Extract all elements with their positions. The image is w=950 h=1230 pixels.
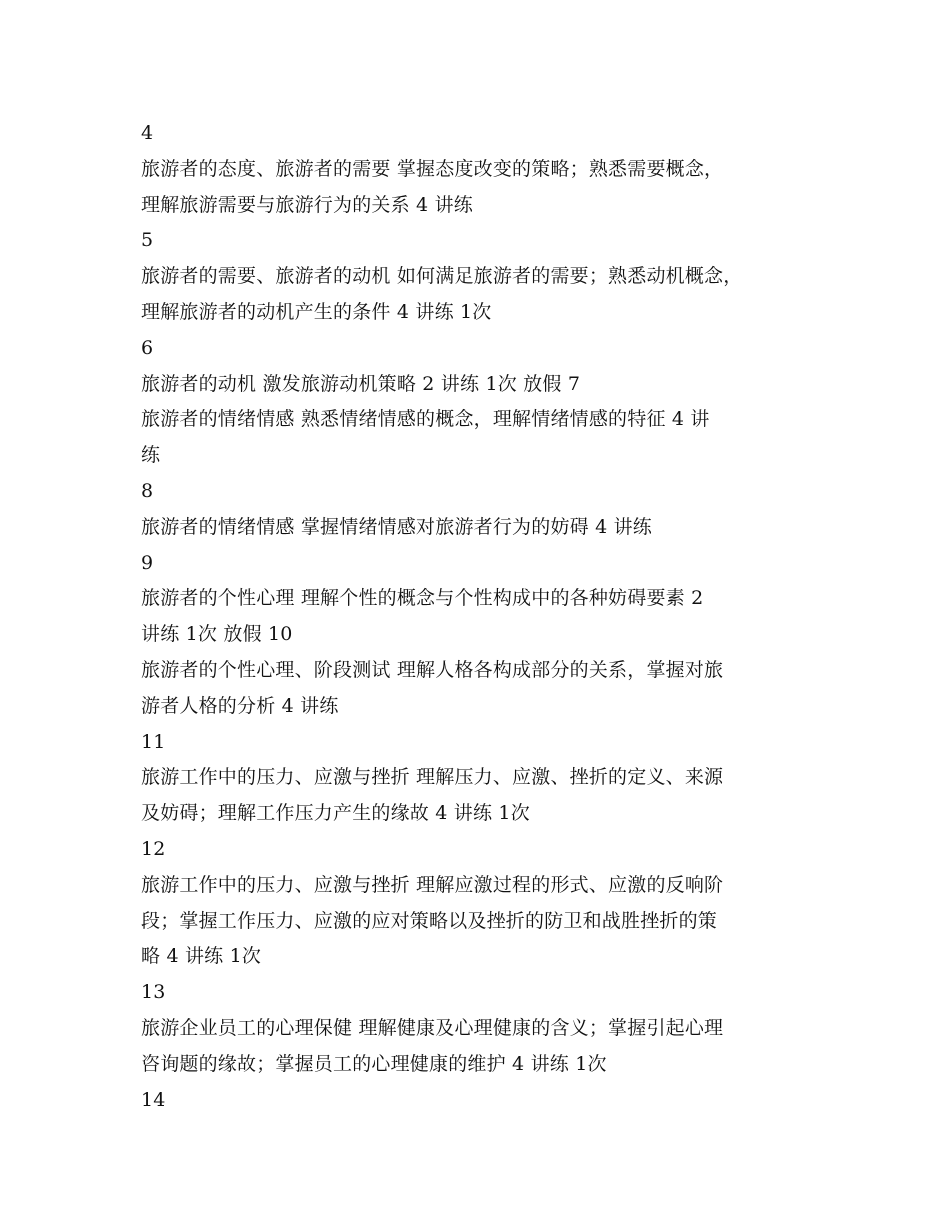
text-line: 旅游工作中的压力、应激与挫折 理解应激过程的形式、应激的反响阶 — [141, 873, 724, 896]
text-line: 咨询题的缘故；掌握员工的心理健康的维护 4 讲练 1次 — [141, 1052, 607, 1075]
text-line: 旅游者的个性心理、阶段测试 理解人格各构成部分的关系，掌握对旅 — [141, 658, 724, 681]
text-line: 旅游者的个性心理 理解个性的概念与个性构成中的各种妨碍要素 2 — [141, 587, 704, 610]
text-line: 游者人格的分析 4 讲练 — [141, 694, 339, 717]
text-line: 旅游者的情绪情感 掌握情绪情感对旅游者行为的妨碍 4 讲练 — [141, 515, 653, 538]
text-line: 4 — [141, 122, 154, 144]
text-line: 旅游者的情绪情感 熟悉情绪情感的概念，理解情绪情感的特征 4 讲 — [141, 408, 710, 431]
text-line: 12 — [141, 837, 166, 860]
text-line: 段；掌握工作压力、应激的应对策略以及挫折的防卫和战胜挫折的策 — [141, 909, 718, 932]
text-line: 及妨碍；理解工作压力产生的缘故 4 讲练 1次 — [141, 802, 530, 825]
text-line: 理解旅游需要与旅游行为的关系 4 讲练 — [141, 193, 473, 216]
text-line: 旅游者的动机 激发旅游动机策略 2 讲练 1次 放假 7 — [141, 372, 581, 395]
text-line: 8 — [141, 479, 154, 502]
text-line: 9 — [141, 551, 154, 574]
text-line: 6 — [141, 336, 154, 359]
text-line: 11 — [141, 730, 166, 753]
document-body — [141, 116, 821, 1118]
text-line: 旅游者的需要、旅游者的动机 如何满足旅游者的需要；熟悉动机概念， — [141, 265, 743, 288]
text-line: 13 — [141, 981, 166, 1004]
text-line: 略 4 讲练 1次 — [141, 945, 262, 968]
text-line: 5 — [141, 229, 154, 252]
text-line: 练 — [141, 444, 161, 467]
text-line: 理解旅游者的动机产生的条件 4 讲练 1次 — [141, 300, 492, 323]
text-line: 旅游工作中的压力、应激与挫折 理解压力、应激、挫折的定义、来源 — [141, 766, 724, 789]
text-line: 旅游者的态度、旅游者的需要 掌握态度改变的策略；熟悉需要概念， — [141, 157, 724, 180]
text-line: 旅游企业员工的心理保健 理解健康及心理健康的含义；掌握引起心理 — [141, 1016, 724, 1039]
text-line: 讲练 1次 放假 10 — [141, 623, 293, 646]
text-line: 14 — [141, 1088, 166, 1111]
